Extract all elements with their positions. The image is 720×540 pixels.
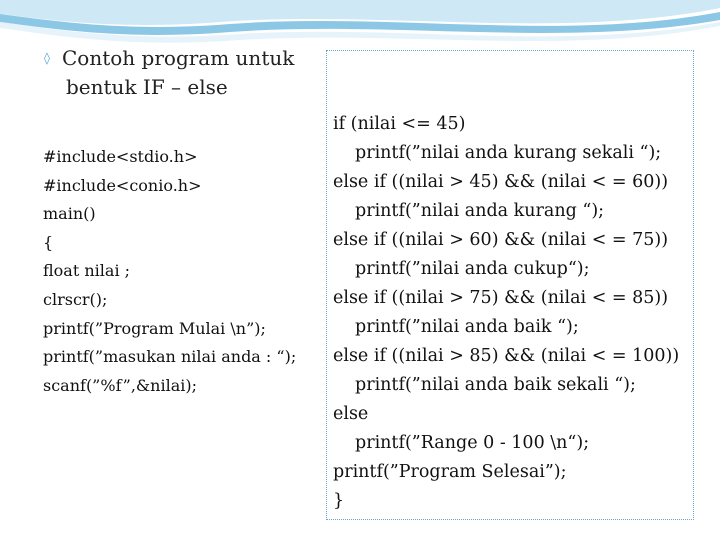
code-line: clrscr(); (43, 289, 108, 309)
code-line: printf(”nilai anda kurang sekali “); (355, 143, 662, 163)
code-line: else if ((nilai > 75) && (nilai < = 85)) (333, 288, 669, 308)
code-line: else if ((nilai > 85) && (nilai < = 100)) (333, 346, 680, 366)
code-line: float nilai ; (43, 261, 131, 281)
code-line: printf(”nilai anda baik “); (355, 317, 579, 337)
code-line: printf(”nilai anda cukup“); (355, 259, 590, 279)
code-line: #include<stdio.h> (43, 147, 198, 166)
code-line: { (43, 232, 54, 252)
code-line: scanf(”%f”,&nilai); (43, 375, 197, 395)
code-line: else if ((nilai > 60) && (nilai < = 75)) (333, 230, 669, 250)
code-line: printf(”nilai anda kurang “); (355, 201, 605, 221)
code-line: } (333, 491, 345, 511)
left-code-block (43, 143, 325, 400)
code-line: printf(”Program Mulai \n”); (43, 318, 266, 338)
title-line-1: Contoh program untuk (62, 46, 295, 70)
code-line: #include<conio.h> (43, 175, 202, 195)
slide-title (44, 44, 334, 102)
code-line: else (333, 404, 369, 424)
code-line: printf(”nilai anda baik sekali “); (355, 375, 636, 395)
code-line: main() (43, 204, 96, 224)
title-line-2: bentuk IF – else (66, 75, 228, 99)
code-line: if (nilai <= 45) (333, 114, 466, 134)
code-line: printf(”Range 0 - 100 \n“); (355, 433, 590, 453)
right-code-block (333, 110, 693, 516)
code-line: printf(”masukan nilai anda : “); (43, 347, 297, 367)
bullet-icon: ◊ (44, 51, 50, 65)
code-line: printf(”Program Selesai”); (333, 462, 567, 482)
code-line: else if ((nilai > 45) && (nilai < = 60)) (333, 172, 669, 192)
